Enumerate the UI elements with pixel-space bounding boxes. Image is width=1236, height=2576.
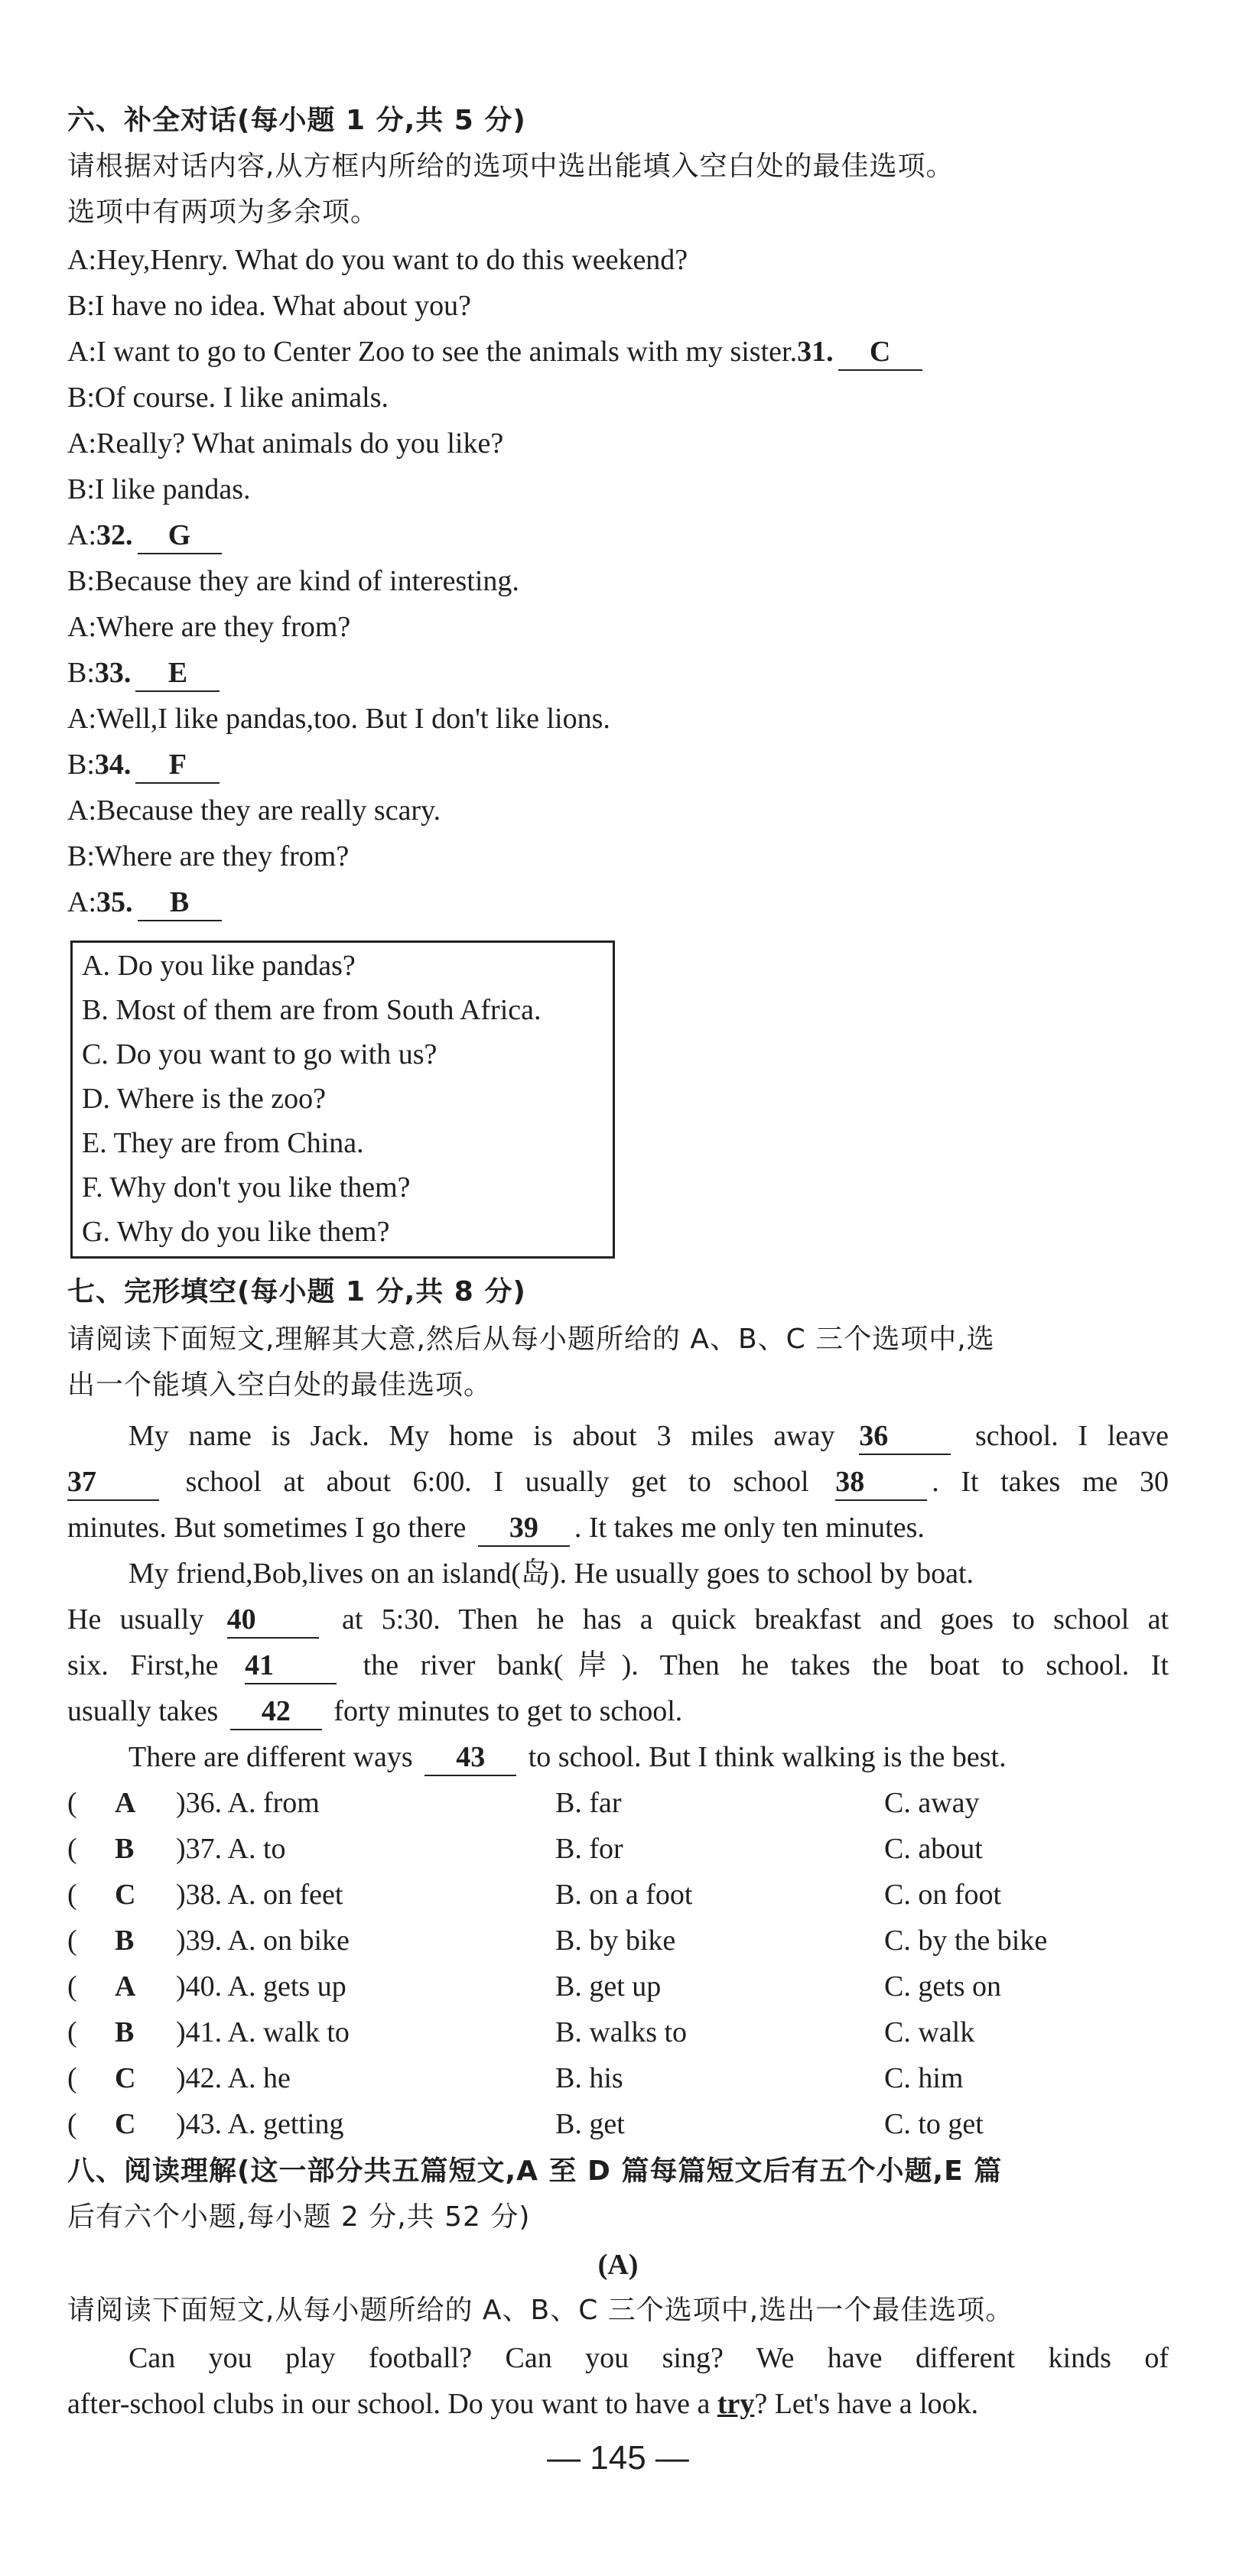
passage-text: Can you play football? Can you sing? We have different kinds of (128, 2342, 1169, 2374)
section8-title: 八、阅读理解(这一部分共五篇短文,A 至 D 篇每篇短文后有五个小题,E 篇 (67, 2155, 1003, 2187)
option-b: B. on a foot (555, 1879, 693, 1911)
dialogue-line (67, 742, 1169, 788)
option-item: D. Where is the zoo? (82, 1083, 327, 1115)
dialogue-line: A:Hey,Henry. What do you want to do this weekend? (67, 244, 688, 276)
answer: A (115, 1787, 136, 1819)
option-a: )40. A. gets up (176, 1970, 346, 2003)
option-c: C. by the bike (884, 1925, 1048, 1957)
cloze-blank: 40 (227, 1602, 319, 1639)
dialogue-line (67, 329, 1169, 375)
passage-text: to school. But I think walking is the best. (528, 1741, 1007, 1773)
section8-title-2: 后有六个小题,每小题 2 分,共 52 分) (67, 2201, 531, 2233)
passage-line (67, 1734, 1169, 1780)
option-item: E. They are from China. (82, 1127, 364, 1159)
question-number: 34. (94, 749, 132, 781)
paren-open: ( (67, 1833, 77, 1865)
passage-line (67, 1459, 1169, 1505)
passage-text: He usually (67, 1603, 204, 1636)
cloze-blank: 43 (424, 1740, 516, 1776)
dialogue-line: A:Where are they from? (67, 611, 351, 643)
dialogue-line (67, 650, 1169, 696)
option-item: A. Do you like pandas? (82, 950, 356, 982)
option-a: )38. A. on feet (176, 1879, 343, 1911)
section7-instruction-2: 出一个能填入空白处的最佳选项。 (67, 1369, 493, 1401)
dialogue-line: B:Because they are kind of interesting. (67, 565, 519, 597)
paren-open: ( (67, 2016, 77, 2048)
passage-text: There are different ways (128, 1741, 413, 1773)
highlighted-word: try (717, 2388, 755, 2420)
paren-open: ( (67, 1787, 77, 1819)
passage-text: My friend,Bob,lives on an island(岛). He usually goes to school by boat. (128, 1558, 974, 1590)
options-box (70, 940, 615, 1259)
option-a: )39. A. on bike (176, 1925, 350, 1957)
answer: C (115, 2108, 136, 2140)
passage-text: after-school clubs in our school. Do you want to have a (67, 2388, 711, 2420)
choice-row (67, 1780, 1169, 1826)
dialogue-line: A:Because they are really scary. (67, 794, 441, 827)
answer: B (115, 1833, 135, 1865)
question-number: 35. (96, 886, 133, 918)
dialogue-line (67, 879, 1169, 925)
choice-row (67, 1964, 1169, 2009)
cloze-blank: 37 (67, 1464, 159, 1501)
answer: C (115, 1879, 136, 1911)
section7-instruction: 请阅读下面短文,理解其大意,然后从每小题所给的 A、B、C 三个选项中,选 (67, 1324, 995, 1355)
choice-row (67, 2055, 1169, 2101)
passage-text: My name is Jack. My home is about 3 miles away (128, 1420, 835, 1452)
option-a: )42. A. he (176, 2062, 291, 2094)
answer-blank: E (135, 655, 220, 692)
section7-title: 七、完形填空(每小题 1 分,共 8 分) (67, 1276, 526, 1307)
dialogue-line: B:I like pandas. (67, 473, 251, 505)
passage-line (67, 2335, 1169, 2381)
speaker: B: (67, 749, 95, 781)
passage-text: the river bank(岸). Then he takes the boat to school. It (363, 1649, 1169, 1681)
dialogue-text: A:I want to go to Center Zoo to see the animals with my sister. (67, 336, 798, 368)
option-c: C. walk (884, 2016, 975, 2048)
speaker: A: (67, 519, 96, 551)
option-b: B. far (555, 1787, 622, 1819)
passage-text: minutes. But sometimes I go there (67, 1512, 467, 1544)
question-number: 33. (94, 657, 132, 689)
option-c: C. on foot (884, 1879, 1002, 1911)
passage-text: ? Let's have a look. (754, 2388, 979, 2420)
option-a: )41. A. walk to (176, 2016, 350, 2048)
option-c: C. away (884, 1787, 980, 1819)
answer: A (115, 1970, 136, 2003)
passage-text: six. First,he (67, 1649, 219, 1681)
choice-row (67, 1872, 1169, 1918)
answer-blank: C (838, 334, 922, 371)
option-item: B. Most of them are from South Africa. (82, 994, 542, 1026)
answer: B (115, 2016, 135, 2048)
cloze-blank: 42 (230, 1694, 322, 1730)
choice-row (67, 2009, 1169, 2055)
cloze-blank: 41 (245, 1648, 337, 1684)
speaker: B: (67, 657, 95, 689)
passage-text: school at about 6:00. I usually get to school (185, 1466, 809, 1498)
passage-line (67, 1505, 1169, 1551)
answer-blank: B (138, 885, 222, 921)
page-number: — 145 — (547, 2439, 689, 2477)
passage-text: at 5:30. Then he has a quick breakfast and goes to school at (341, 1603, 1169, 1636)
passage-line (67, 1688, 1169, 1734)
option-b: B. get up (555, 1970, 662, 2003)
paren-open: ( (67, 1879, 77, 1911)
option-b: B. by bike (555, 1925, 676, 1957)
passage-line (67, 1551, 1169, 1597)
option-b: B. walks to (555, 2016, 688, 2048)
dialogue-line: B:Of course. I like animals. (67, 382, 389, 414)
passage-text: school. I leave (974, 1420, 1169, 1452)
paren-open: ( (67, 1970, 77, 2003)
cloze-blank: 39 (478, 1510, 570, 1547)
option-a: )43. A. getting (176, 2108, 344, 2140)
section6-instruction-2: 选项中有两项为多余项。 (67, 197, 379, 228)
speaker: A: (67, 886, 96, 918)
answer-blank: F (135, 747, 220, 784)
option-item: G. Why do you like them? (82, 1216, 390, 1248)
passage-line (67, 2381, 1169, 2427)
option-item: F. Why don't you like them? (82, 1171, 411, 1204)
passage-line (67, 1413, 1169, 1459)
answer-blank: G (138, 518, 222, 554)
dialogue-line: A:Well,I like pandas,too. But I don't like lions. (67, 703, 610, 735)
passage-text: . It takes me 30 (932, 1466, 1169, 1498)
section6-title: 六、补全对话(每小题 1 分,共 5 分) (67, 105, 526, 136)
option-c: C. him (884, 2062, 964, 2094)
dialogue-line: A:Really? What animals do you like? (67, 427, 504, 460)
dialogue-line: B:I have no idea. What about you? (67, 290, 471, 322)
option-a: )36. A. from (176, 1787, 320, 1819)
option-item: C. Do you want to go with us? (82, 1038, 437, 1070)
dialogue-line (67, 512, 1169, 558)
choice-row (67, 1826, 1169, 1872)
cloze-blank: 36 (859, 1418, 951, 1455)
passage-text: usually takes (67, 1695, 219, 1727)
option-b: B. for (555, 1833, 623, 1865)
option-b: B. his (555, 2062, 623, 2094)
choice-row (67, 2101, 1169, 2147)
answer: B (115, 1925, 135, 1957)
option-c: C. gets on (884, 1970, 1002, 2003)
part-heading: (A) (597, 2249, 639, 2281)
answer: C (115, 2062, 136, 2094)
passage-line (67, 1642, 1169, 1688)
option-c: C. about (884, 1833, 983, 1865)
choice-row (67, 1918, 1169, 1964)
option-a: )37. A. to (176, 1833, 286, 1865)
option-b: B. get (555, 2108, 625, 2140)
paren-open: ( (67, 1925, 77, 1957)
question-number: 32. (96, 519, 133, 551)
option-c: C. to get (884, 2108, 984, 2140)
cloze-blank: 38 (835, 1464, 927, 1501)
dialogue-line: B:Where are they from? (67, 840, 350, 872)
paren-open: ( (67, 2108, 77, 2140)
passage-text: . It takes me only ten minutes. (574, 1512, 925, 1544)
passage-line (67, 1597, 1169, 1642)
question-number: 31. (797, 336, 834, 368)
section8-instruction: 请阅读下面短文,从每小题所给的 A、B、C 三个选项中,选出一个最佳选项。 (67, 2295, 1014, 2326)
section6-instruction: 请根据对话内容,从方框内所给的选项中选出能填入空白处的最佳选项。 (67, 151, 955, 182)
passage-text: forty minutes to get to school. (333, 1695, 683, 1727)
paren-open: ( (67, 2062, 77, 2094)
